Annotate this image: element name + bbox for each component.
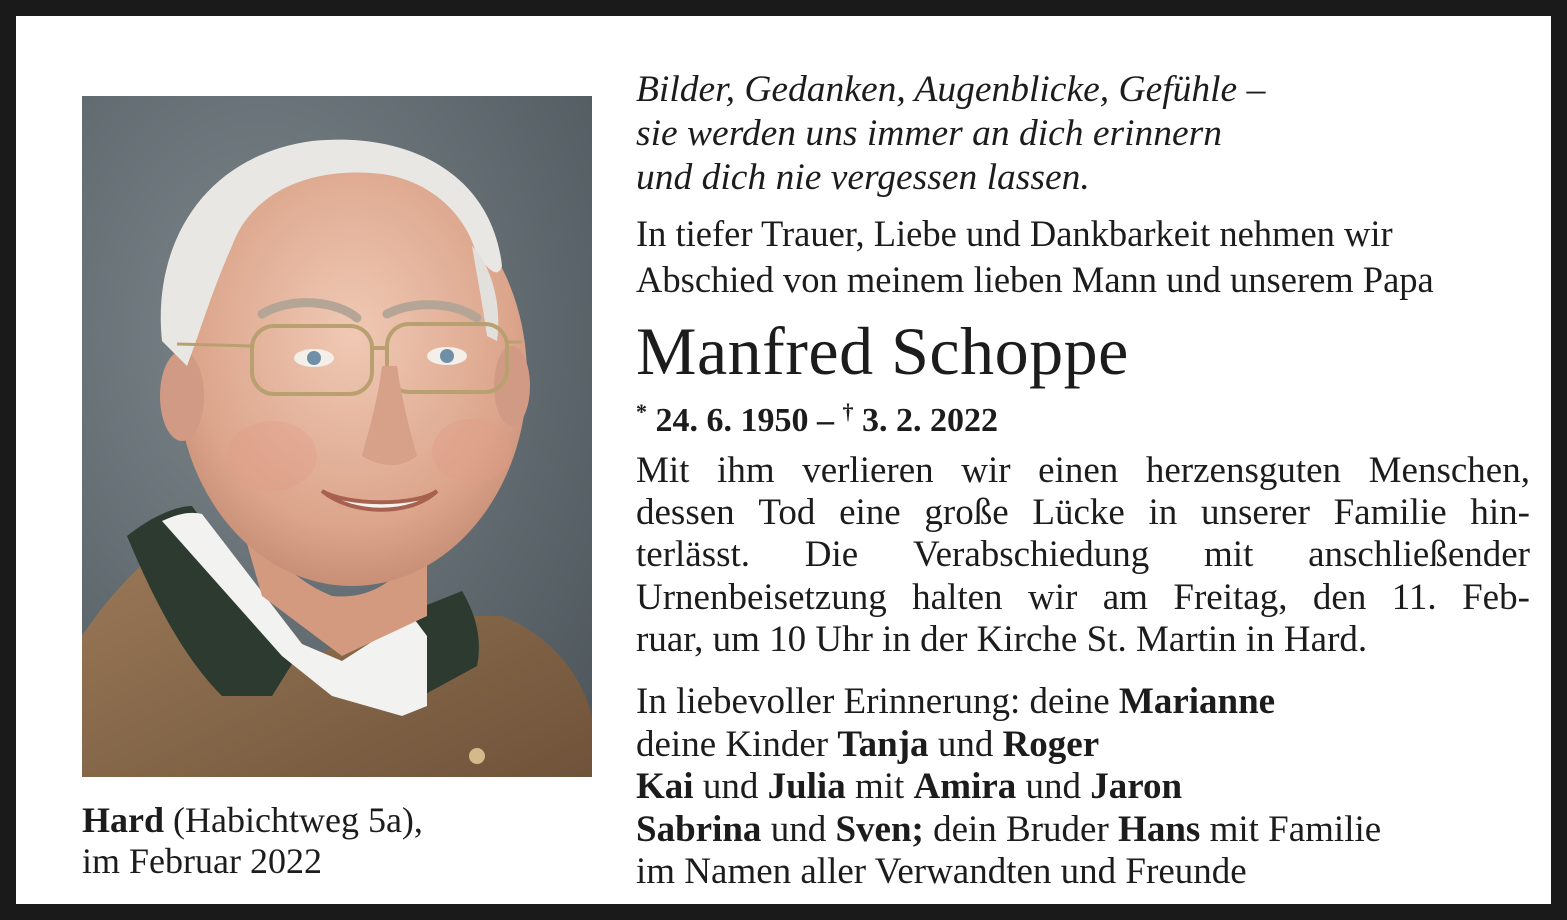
poem: [636, 68, 1534, 200]
announcement-word: den: [1312, 576, 1367, 618]
announcement-word: hin-: [1470, 492, 1530, 534]
life-dates: [636, 388, 1534, 445]
death-symbol: †: [842, 399, 854, 424]
announcement-word: mit: [1204, 534, 1254, 576]
poem-line: und dich nie vergessen lassen.: [636, 157, 1090, 198]
birth-date: 24. 6. 1950: [655, 402, 809, 439]
announcement-text: [636, 450, 1534, 661]
family-line: im Namen aller Verwandten und Freunde: [636, 851, 1247, 892]
family-text: mit Familie: [1200, 808, 1382, 850]
announcement-word: terlässt.: [636, 534, 751, 576]
family-member: Julia: [767, 766, 846, 807]
family-member: Marianne: [1118, 681, 1276, 722]
announcement-word: am: [1102, 576, 1148, 618]
family-member: Kai: [636, 766, 694, 807]
announcement-word: Familie: [1333, 492, 1447, 534]
announcement-word: Die: [804, 534, 859, 576]
announcement-word: Verabschiedung: [912, 534, 1150, 576]
death-date: 3. 2. 2022: [862, 402, 998, 439]
announcement-line: [636, 534, 1530, 576]
announcement-word: verlieren: [802, 450, 934, 491]
date-separator: –: [817, 402, 834, 439]
announcement-word: 11.: [1391, 576, 1437, 618]
family-text: dein Bruder: [923, 808, 1119, 850]
announcement-word: große: [924, 492, 1009, 534]
announcement-word: Urnenbeisetzung: [636, 576, 887, 618]
announcement-word: wir: [961, 450, 1011, 491]
announcement-line: [636, 577, 1530, 619]
announcement-word: Feb-: [1462, 576, 1530, 618]
announcement-word: Mit: [636, 450, 690, 491]
family-line: [636, 809, 1534, 852]
family-text: und: [761, 808, 836, 850]
intro-line: In tiefer Trauer, Liebe und Dankbarkeit nehmen wir: [636, 213, 1393, 254]
family-member: Tanja: [837, 723, 929, 765]
family-text: und: [1016, 766, 1091, 807]
announcement-word: Freitag,: [1173, 576, 1288, 618]
family-member: Amira: [913, 766, 1017, 807]
family-member: Jaron: [1090, 766, 1183, 807]
announcement-word: in: [1148, 492, 1178, 534]
announcement-word: dessen: [636, 492, 735, 534]
announcement-word: eine: [839, 492, 901, 534]
family-text: mit: [845, 766, 914, 807]
caption-address-line: [82, 800, 602, 841]
announcement-word: anschließender: [1308, 534, 1530, 576]
intro-line: Abschied von meinem lieben Mann und unserem Papa: [636, 259, 1434, 300]
family-text: In liebevoller Erinnerung: deine: [636, 681, 1119, 722]
family-member: Sabrina: [636, 808, 762, 850]
family-text: und: [693, 766, 768, 807]
announcement-word: Menschen,: [1368, 450, 1530, 491]
caption-date: im Februar 2022: [82, 841, 322, 881]
family-line: [636, 681, 1534, 724]
family-line: [636, 724, 1534, 767]
announcement-line: [636, 492, 1530, 534]
caption-address: (Habichtweg 5a),: [164, 800, 423, 840]
family-text: deine Kinder: [636, 723, 838, 765]
announcement-line: [636, 450, 1530, 492]
deceased-name: Manfred Schoppe: [636, 313, 1129, 389]
announcement-word: Tod: [758, 492, 816, 534]
announcement-word: unserer: [1201, 492, 1310, 534]
photo-caption: [82, 800, 602, 882]
family-line: [636, 766, 1534, 809]
announcement-word: einen: [1038, 450, 1119, 491]
family-member: Roger: [1002, 723, 1100, 765]
poem-line: Bilder, Gedanken, Augenblicke, Gefühle –: [636, 69, 1266, 110]
family-signatures: [636, 681, 1534, 894]
announcement-line: ruar, um 10 Uhr in der Kirche St. Martin in Hard.: [636, 618, 1368, 660]
portrait-photo: [82, 96, 592, 777]
caption-place: Hard: [82, 800, 165, 840]
announcement-word: ihm: [717, 450, 775, 491]
poem-line: sie werden uns immer an dich erinnern: [636, 113, 1223, 154]
announcement-word: Lücke: [1032, 492, 1125, 534]
announcement-word: halten: [912, 576, 1003, 618]
family-member: Sven;: [835, 808, 924, 850]
announcement-word: herzensguten: [1145, 450, 1342, 491]
birth-symbol: *: [636, 399, 647, 424]
family-member: Hans: [1118, 808, 1201, 850]
family-text: und: [928, 723, 1003, 765]
announcement-word: wir: [1027, 576, 1078, 618]
intro-text: [636, 211, 1534, 303]
